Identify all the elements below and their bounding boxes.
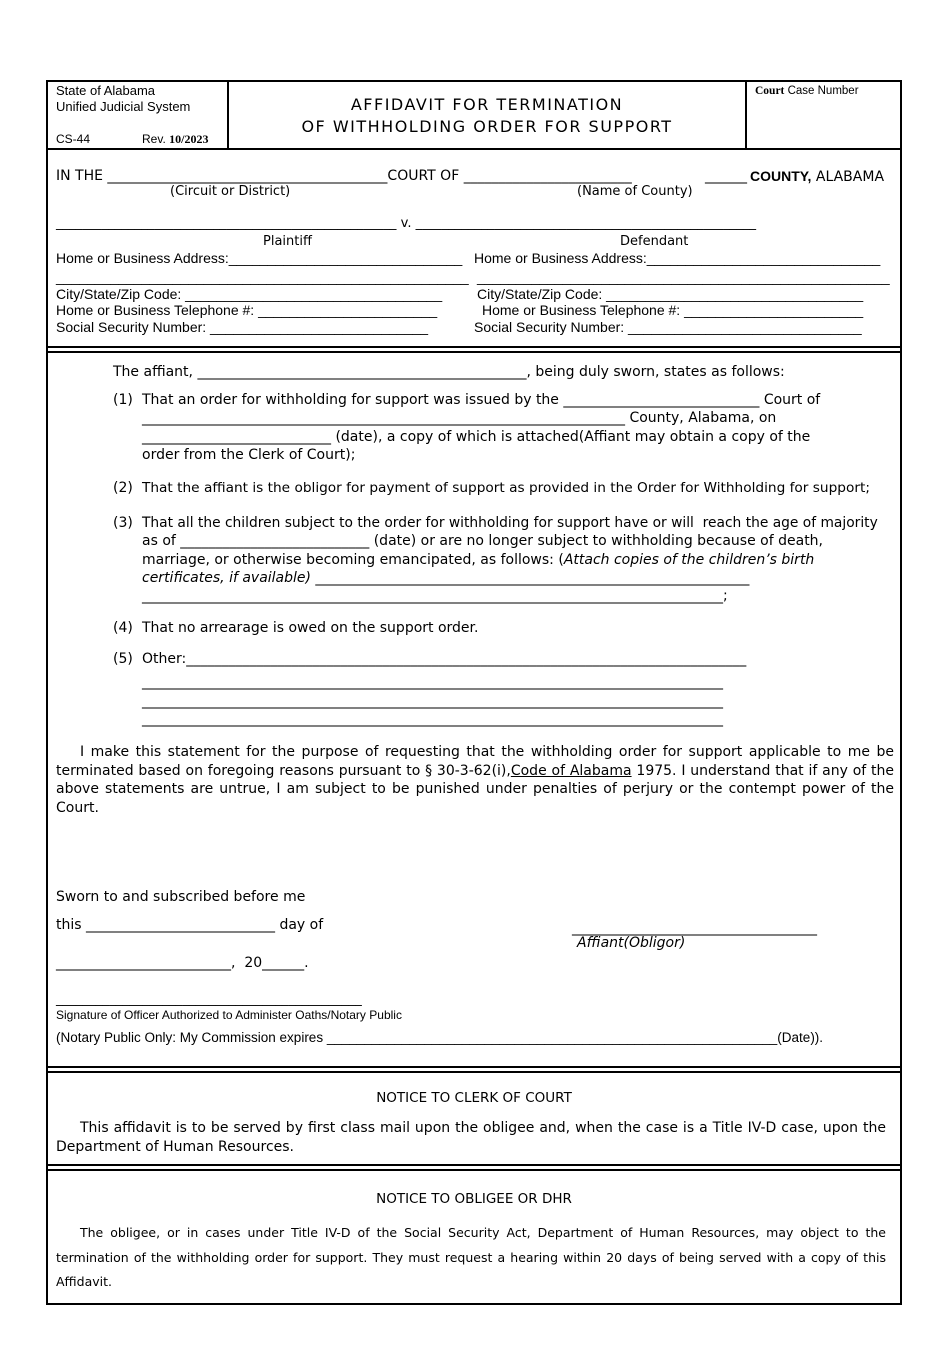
item-4-number: (4)	[113, 620, 133, 636]
plaintiff-address: Home or Business Address:______________________________	[56, 250, 463, 266]
plaintiff-ssn: Social Security Number: ____________________________	[56, 319, 429, 335]
plaintiff-city: City/State/Zip Code: _________________________________	[56, 286, 443, 302]
officer-signature-label: Signature of Officer Authorized to Administer Oaths/Notary Public	[56, 1008, 402, 1022]
notice-obligee-title: NOTICE TO OBLIGEE OR DHR	[376, 1191, 572, 1207]
county-hint: (Name of County)	[577, 184, 693, 199]
defendant-phone: Home or Business Telephone #: _______________________	[482, 302, 864, 318]
item-5-line-2: ___________________________________________________________________________________	[142, 674, 723, 690]
revision: Rev. 10/2023	[142, 132, 209, 146]
defendant-ssn: Social Security Number: ______________________________	[474, 319, 862, 335]
item-1-number: (1)	[113, 392, 133, 408]
item-3-line-2: as of ___________________________ (date) or are no longer subject to withholding because of death,	[142, 533, 824, 549]
item-2-number: (2)	[113, 480, 133, 496]
affiant-signature-line: ___________________________________	[572, 920, 817, 936]
plaintiff-address-2: _____________________________________________________	[56, 269, 469, 285]
item-3-number: (3)	[113, 515, 133, 531]
item-3-line-3: marriage, or otherwise becoming emancipated, as follows: (Attach copies of the children’s birth	[142, 552, 815, 568]
notice-clerk-text: This affidavit is to be served by first class mail upon the obligee and, when the case is a Title IV-D case, upon the Department of Human Resources.	[56, 1120, 886, 1155]
caption-rule-1	[46, 346, 902, 348]
plaintiff-phone: Home or Business Telephone #: _______________________	[56, 302, 438, 318]
defendant-label: Defendant	[620, 234, 689, 249]
item-5-number: (5)	[113, 651, 133, 667]
defendant-address-2: _____________________________________________________	[477, 269, 890, 285]
notary-expiration: (Notary Public Only: My Commission expires ____________________________________________________________(Date)).	[56, 1030, 824, 1045]
form-title-line1: AFFIDAVIT FOR TERMINATION	[350, 95, 624, 114]
header-bottom-rule	[46, 148, 902, 150]
notice-clerk-title: NOTICE TO CLERK OF COURT	[376, 1090, 572, 1106]
item-1-line-4: order from the Clerk of Court);	[142, 447, 356, 463]
sworn-statement: I make this statement for the purpose of requesting that the withholding order for support applicable to me be terminated based on foregoing reasons pursuant to § 30-3-62(i),Code of Alabama 1975. I understand that if any of the above statements are untrue, I am subject to be punished under penalties of perjury or the contempt power of the Court.	[56, 744, 895, 816]
this-day-line: this ___________________________ day of	[56, 917, 324, 933]
parties-line: ____________________________________________________ v. ____________________________________________________	[56, 216, 757, 231]
item-2-text: That the affiant is the obligor for payment of support as provided in the Order for Withholding for support;	[142, 480, 870, 496]
affiant-signature-label: Affiant(Obligor)	[577, 935, 686, 951]
sworn-before: Sworn to and subscribed before me	[56, 889, 306, 905]
notice-obligee-text: The obligee, or in cases under Title IV-D of the Social Security Act, Department of Human Resources, may object to the termination of the withholding order for support. They must request a hearing within 20 days of being served with a copy of this Affidavit.	[56, 1225, 886, 1289]
item-1-line-3: ___________________________ (date), a copy of which is attached(Affiant may obtain a copy of the	[142, 429, 811, 445]
item-1-line-1: That an order for withholding for support was issued by the ____________________________ Court of	[142, 392, 821, 408]
header-divider-right	[745, 80, 747, 150]
notice-rule-4	[46, 1169, 902, 1171]
system-label: Unified Judicial System	[56, 99, 191, 114]
item-5-line-4: ___________________________________________________________________________________	[142, 711, 723, 727]
case-number-label: Court Case Number	[755, 85, 859, 97]
form-number: CS-44	[56, 132, 91, 146]
county-alabama: COUNTY, ALABAMA	[750, 168, 885, 185]
form-title-line2: OF WITHHOLDING ORDER FOR SUPPORT	[301, 117, 673, 136]
item-5-line-1: Other:________________________________________________________________________________	[142, 651, 747, 667]
code-of-alabama-reference: Code of Alabama	[510, 762, 632, 779]
notice-rule-1	[46, 1066, 902, 1068]
caption-rule-2	[46, 351, 902, 353]
circuit-hint: (Circuit or District)	[170, 184, 291, 199]
defendant-address: Home or Business Address:______________________________	[474, 250, 881, 266]
item-5-line-3: ___________________________________________________________________________________	[142, 693, 723, 709]
defendant-city: City/State/Zip Code: _________________________________	[477, 286, 864, 302]
officer-signature-line: ______________________________________________	[56, 992, 362, 1007]
item-3-line-1: That all the children subject to the order for withholding for support have or will reach the age of majority	[142, 515, 878, 531]
item-3-line-5: ___________________________________________________________________________________;	[142, 588, 728, 604]
item-3-line-4: certificates, if available) ______________________________________________________________	[142, 570, 750, 586]
notice-rule-3	[46, 1164, 902, 1166]
affiant-statement: The affiant, _______________________________________________, being duly sworn, states as follows:	[113, 364, 785, 380]
county-blank: ______	[705, 168, 747, 184]
item-4-text: That no arrearage is owed on the support order.	[142, 620, 479, 636]
court-line: IN THE ________________________________________COURT OF ________________________	[56, 168, 632, 184]
header-divider-left	[227, 80, 229, 150]
notice-rule-2	[46, 1071, 902, 1073]
plaintiff-label: Plaintiff	[263, 234, 312, 249]
year-line: _________________________, 20______.	[56, 955, 309, 971]
item-1-line-2: _____________________________________________________________________ County, Alabama, on	[142, 410, 777, 426]
state-label: State of Alabama	[56, 83, 156, 98]
